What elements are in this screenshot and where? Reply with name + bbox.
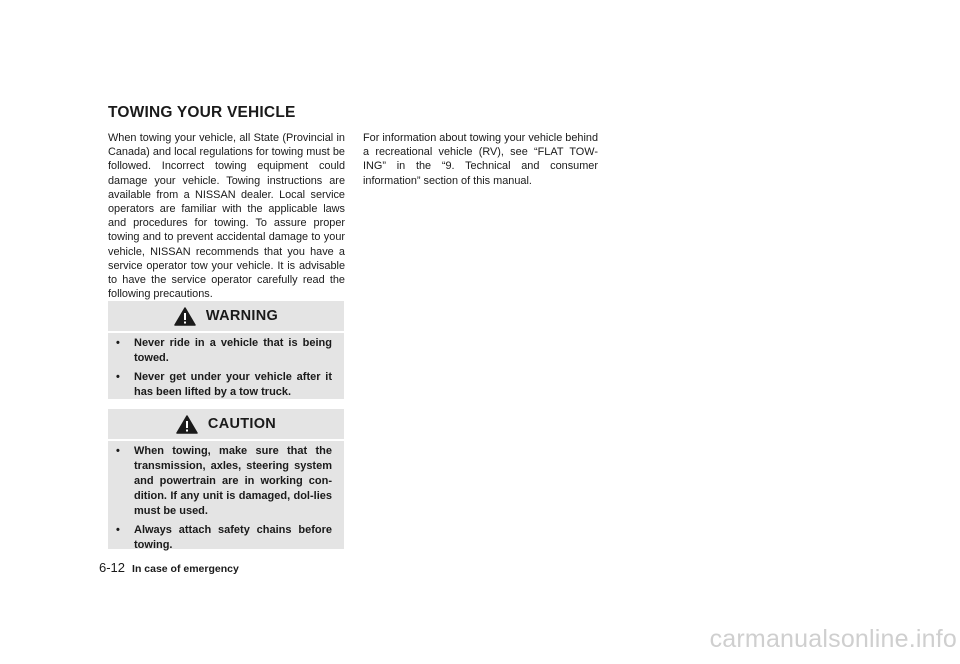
warning-item: [116, 370, 332, 400]
caution-title: CAUTION: [207, 416, 277, 432]
bullet: •: [116, 337, 120, 349]
bullet: •: [116, 524, 120, 536]
watermark: carmanualsonline.info: [709, 625, 957, 653]
warning-item-text: Never ride in a vehicle that is being towed.: [134, 337, 332, 364]
caution-item-text: When towing, make sure that the transmission, axles, steering system and powertrain are in working con-dition. If any unit is damaged, dol-lies must be used.: [134, 445, 332, 517]
caution-item-text: Always attach safety chains before towing.: [134, 524, 332, 551]
caution-item: [116, 444, 332, 519]
bullet: •: [116, 371, 120, 383]
caution-item: [116, 523, 332, 553]
caution-header: [108, 409, 344, 441]
caution-list: [108, 441, 344, 562]
warning-title: WARNING: [205, 308, 279, 324]
page-footer: [99, 560, 239, 575]
warning-box: [108, 301, 344, 399]
warning-item: [116, 336, 332, 366]
section-title: TOWING YOUR VEHICLE: [108, 104, 296, 121]
warning-triangle-icon: [174, 307, 196, 326]
warning-item-text: Never get under your vehicle after it has been lifted by a tow truck.: [134, 371, 332, 398]
warning-triangle-icon: [176, 415, 198, 434]
warning-list: [108, 333, 344, 409]
page-number: 6-12: [99, 560, 126, 575]
bullet: •: [116, 445, 120, 457]
flat-tow-reference-paragraph: For information about towing your vehicle behind a recreational vehicle (RV), see “FLAT TOW-ING” in the “9. Technical and consumer information” section of this manual.: [363, 132, 598, 187]
footer-section-name: In case of emergency: [132, 563, 239, 575]
warning-header: [108, 301, 344, 333]
caution-box: [108, 409, 344, 549]
intro-paragraph: When towing your vehicle, all State (Provincial in Canada) and local regulations for towing must be followed. Incorrect towing equipment could damage your vehicle. Towing instructions are available from a NISSAN dealer. Local service operators are familiar with the applicable laws and procedures for towing. To assure proper towing and to prevent accidental damage to your vehicle, NISSAN recommends that you have a service operator tow your vehicle. It is advisable to have the service operator carefully read the following precautions.: [108, 132, 345, 301]
